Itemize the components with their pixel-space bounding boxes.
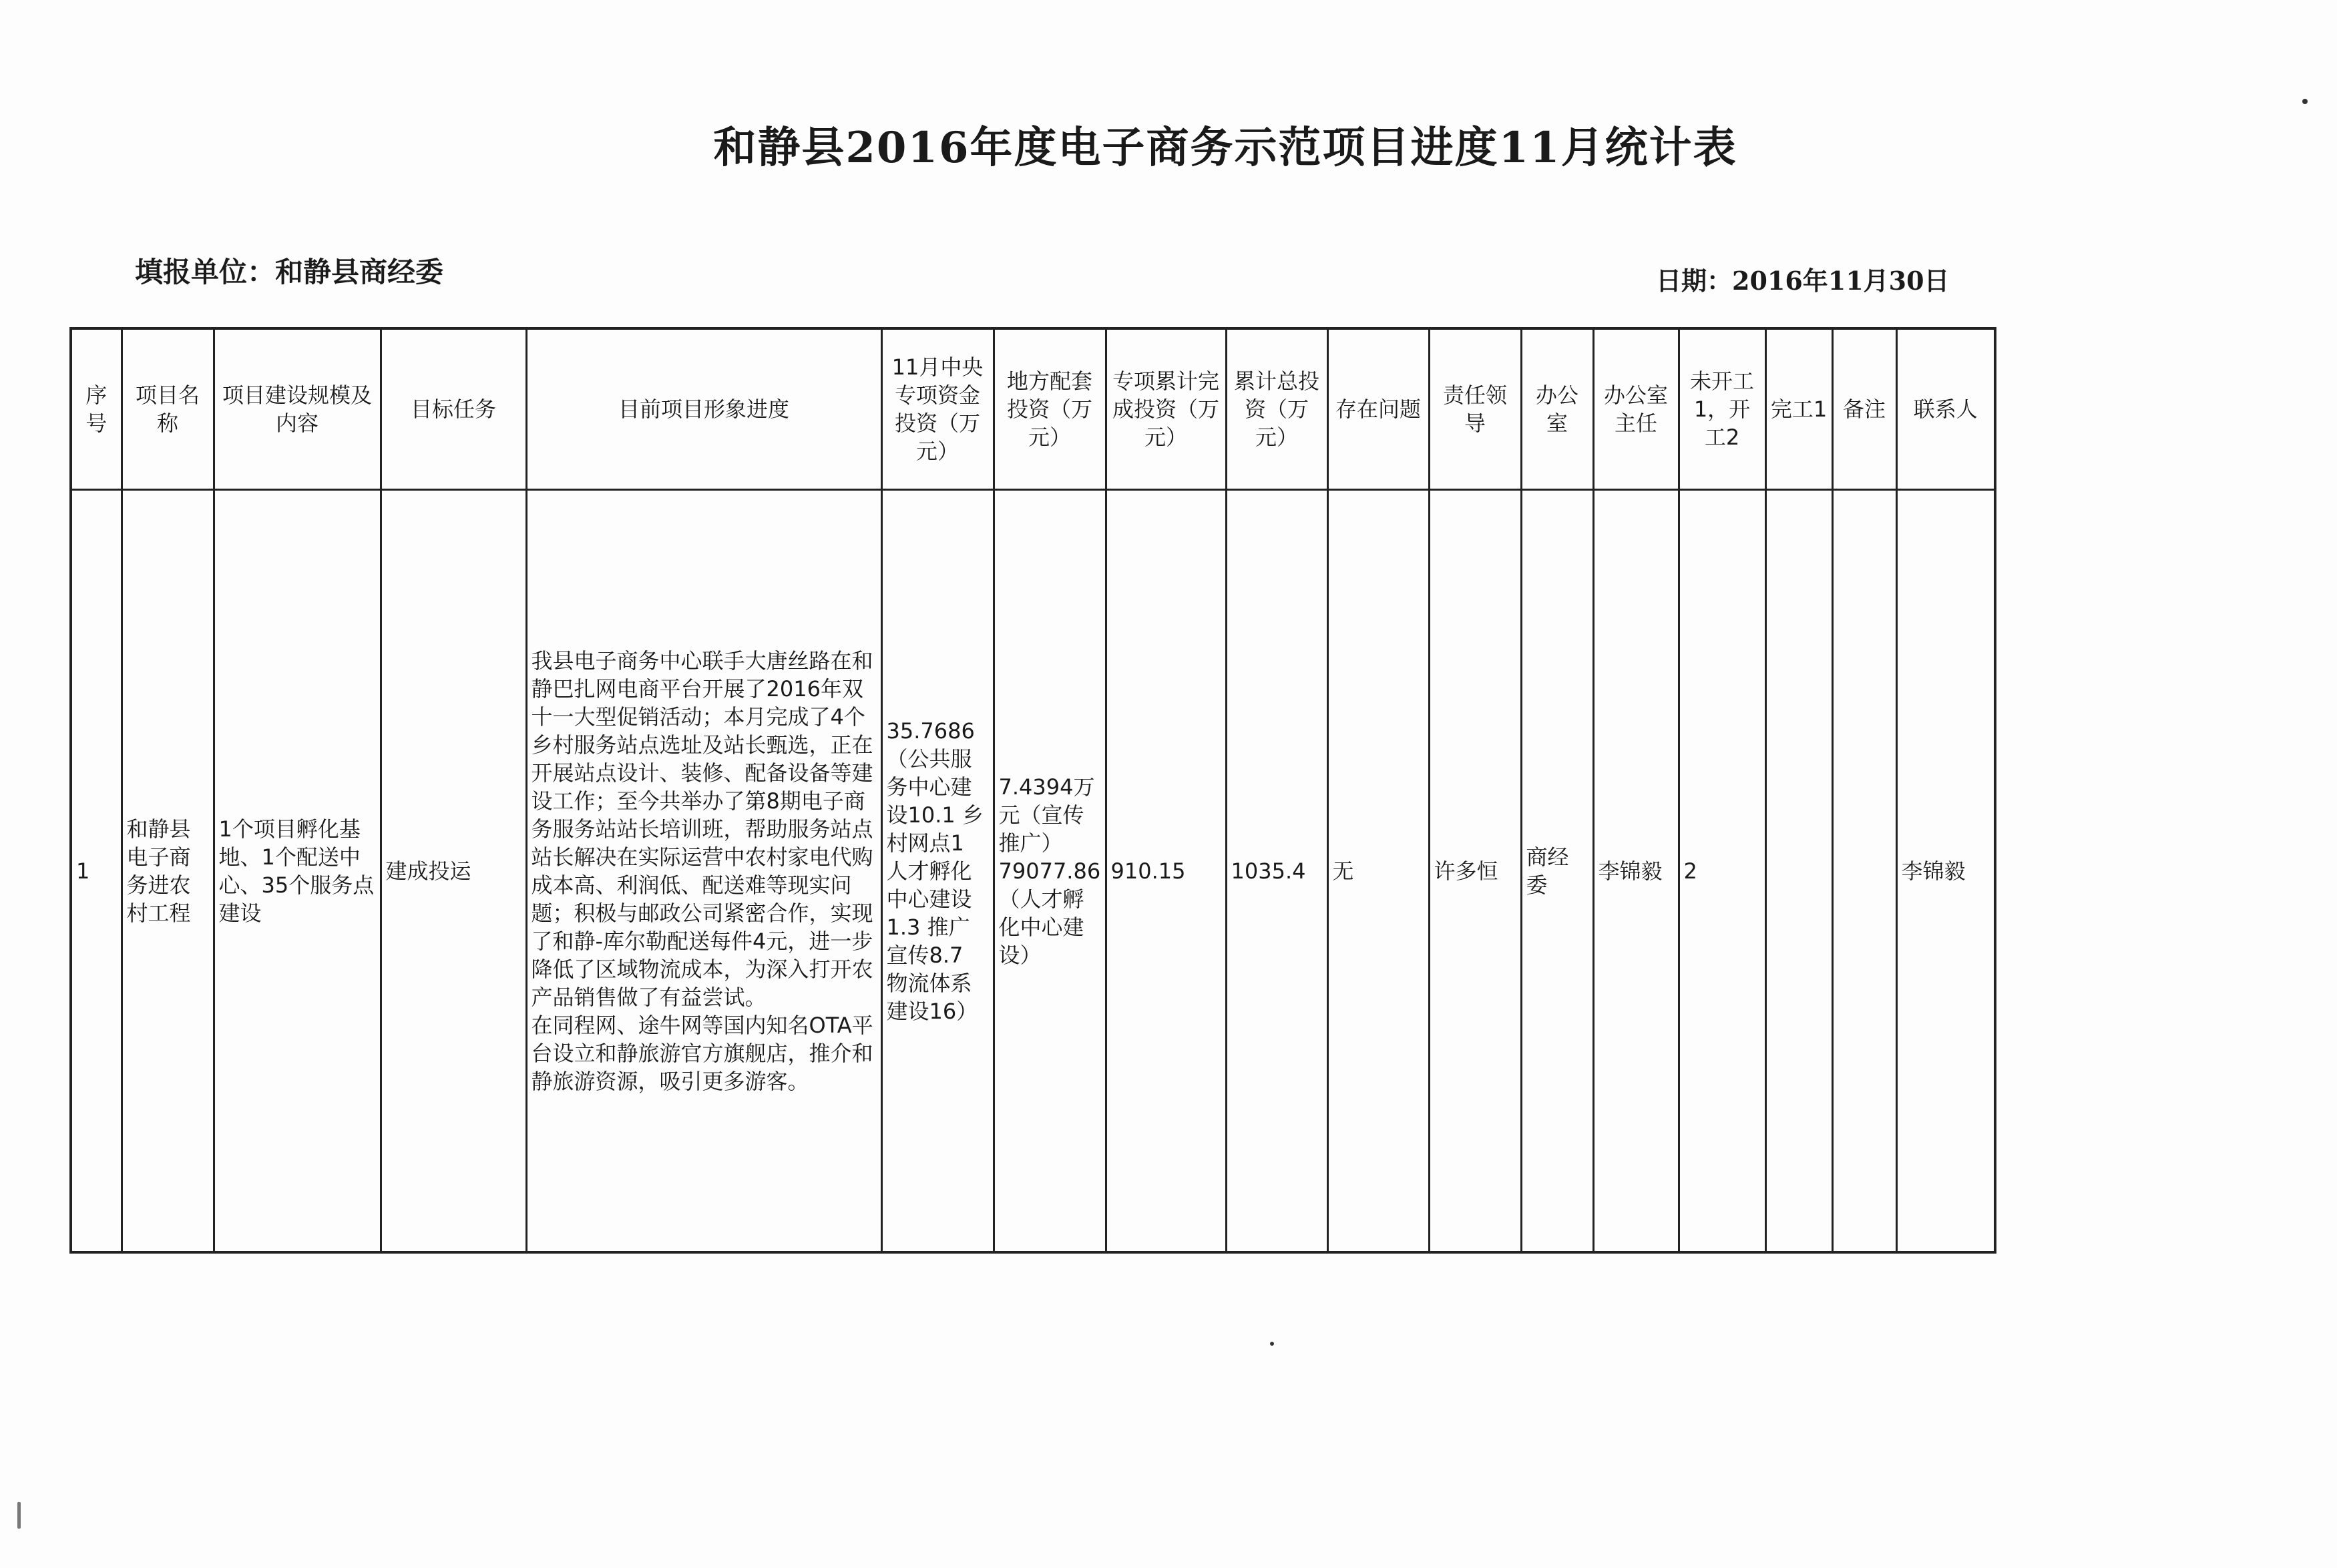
column-header: 联系人 bbox=[1896, 328, 1995, 490]
cell-completed bbox=[1765, 490, 1832, 1253]
column-header: 目前项目形象进度 bbox=[526, 328, 881, 490]
cell-target: 建成投运 bbox=[381, 490, 526, 1253]
cell-central-funds: 35.7686（公共服务中心建设10.1 乡村网点1 人才孵化中心建设1.3 推广宣传8.7 物流体系建设16） bbox=[881, 490, 994, 1253]
cell-remarks bbox=[1832, 490, 1896, 1253]
cell-total-cumulative: 1035.4 bbox=[1226, 490, 1327, 1253]
column-header: 责任领导 bbox=[1429, 328, 1521, 490]
cell-status: 2 bbox=[1679, 490, 1765, 1253]
cell-progress: 我县电子商务中心联手大唐丝路在和静巴扎网电商平台开展了2016年双十一大型促销活动；本月完成了4个乡村服务站点选址及站长甄选，正在开展站点设计、装修、配备设备等建设工作；至今共举办了第8期电子商务服务站站长培训班，帮助服务站点站长解决在实际运营中农村家电代购成本高、利润低、配送难等现实问题；积极与邮政公司紧密合作，实现了和静-库尔勒配送每件4元，进一步降低了区域物流成本，为深入打开农产品销售做了有益尝试。 在同程网、途牛网等国内知名OTA平台设立和静旅游官方旗舰店，推介和静旅游资源，吸引更多游客。 bbox=[526, 490, 881, 1253]
scan-speck bbox=[2302, 99, 2308, 104]
column-header: 存在问题 bbox=[1327, 328, 1429, 490]
cell-local-funds: 7.4394万元（宣传推广）79077.86（人才孵化中心建设） bbox=[994, 490, 1106, 1253]
column-header: 地方配套投资（万元） bbox=[994, 328, 1106, 490]
page-title: 和静县2016年度电子商务示范项目进度11月统计表 bbox=[713, 123, 1737, 173]
column-header: 项目名称 bbox=[122, 328, 214, 490]
scan-speck bbox=[1270, 1342, 1274, 1346]
column-header: 项目建设规模及内容 bbox=[214, 328, 381, 490]
cell-no: 1 bbox=[71, 490, 122, 1253]
column-header: 完工1 bbox=[1765, 328, 1832, 490]
cell-scale: 1个项目孵化基地、1个配送中心、35个服务点建设 bbox=[214, 490, 381, 1253]
column-header: 序号 bbox=[71, 328, 122, 490]
column-header: 11月中央专项资金投资（万元） bbox=[881, 328, 994, 490]
report-date: 日期：2016年11月30日 bbox=[1656, 266, 1950, 296]
table-row bbox=[71, 490, 1995, 1253]
cell-special-cumulative: 910.15 bbox=[1106, 490, 1226, 1253]
cell-issues: 无 bbox=[1327, 490, 1429, 1253]
column-header: 备注 bbox=[1832, 328, 1896, 490]
cell-office: 商经委 bbox=[1521, 490, 1593, 1253]
column-header: 专项累计完成投资（万元） bbox=[1106, 328, 1226, 490]
cell-project-name: 和静县电子商务进农村工程 bbox=[122, 490, 214, 1253]
cell-contact: 李锦毅 bbox=[1896, 490, 1995, 1253]
cell-leader: 许多恒 bbox=[1429, 490, 1521, 1253]
column-header: 累计总投资（万元） bbox=[1226, 328, 1327, 490]
progress-table bbox=[69, 327, 1996, 1254]
scan-speck bbox=[17, 1502, 21, 1529]
fill-unit: 填报单位：和静县商经委 bbox=[135, 256, 444, 288]
column-header: 未开工1，开工2 bbox=[1679, 328, 1765, 490]
cell-office-director: 李锦毅 bbox=[1593, 490, 1679, 1253]
table-header-row bbox=[71, 328, 1995, 490]
column-header: 办公室主任 bbox=[1593, 328, 1679, 490]
column-header: 办公室 bbox=[1521, 328, 1593, 490]
column-header: 目标任务 bbox=[381, 328, 526, 490]
